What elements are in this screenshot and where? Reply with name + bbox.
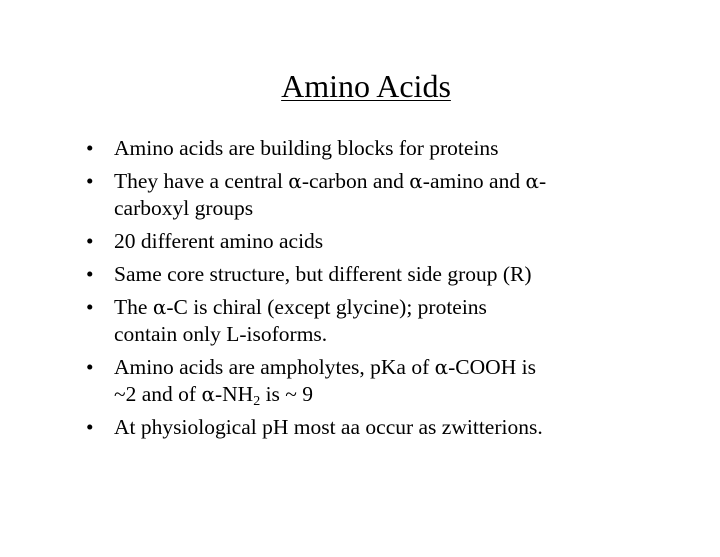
bullet-marker: • [86,295,94,319]
alpha-symbol: α [152,295,167,319]
bullet-text-continued: ~2 and of $\alpha-NH_2$ is ~ 9 [114,382,314,409]
bullet-item [86,414,646,441]
bullet-text: 20 different amino acids [114,229,324,253]
bullet-text: The α-C is chiral (except glycine); proteins [114,295,487,319]
bullet-marker: • [86,415,94,439]
subscript: 2 [253,394,261,409]
bullet-text: Amino acids are ampholytes, pKa of α-COOH is [114,355,536,379]
bullet-marker: • [86,169,94,193]
bullet-text: Amino acids are building blocks for proteins [114,136,499,160]
bullet-text-continued: contain only L-isoforms. [114,322,328,346]
bullet-item [86,168,646,222]
slide-title: Amino Acids [281,68,451,104]
bullet-item [86,354,646,408]
alpha-symbol: α [288,169,302,193]
bullet-item [86,294,646,348]
alpha-symbol: α [409,169,423,193]
bullet-item [86,135,646,162]
alpha-symbol: α [525,169,539,193]
bullet-marker: • [86,136,94,160]
bullet-list [86,135,646,447]
bullet-text: They have a central α-carbon and α-amino and α- [114,169,547,193]
bullet-marker: • [86,355,94,379]
bullet-marker: • [86,262,94,286]
bullet-item [86,261,646,288]
bullet-marker: • [86,229,94,253]
alpha-symbol: α [201,382,215,406]
bullet-text: Same core structure, but different side group (R) [114,262,532,286]
alpha-symbol: α [434,355,449,379]
bullet-item [86,228,646,255]
bullet-text-continued: carboxyl groups [114,196,254,220]
bullet-text: At physiological pH most aa occur as zwitterions. [114,415,543,439]
